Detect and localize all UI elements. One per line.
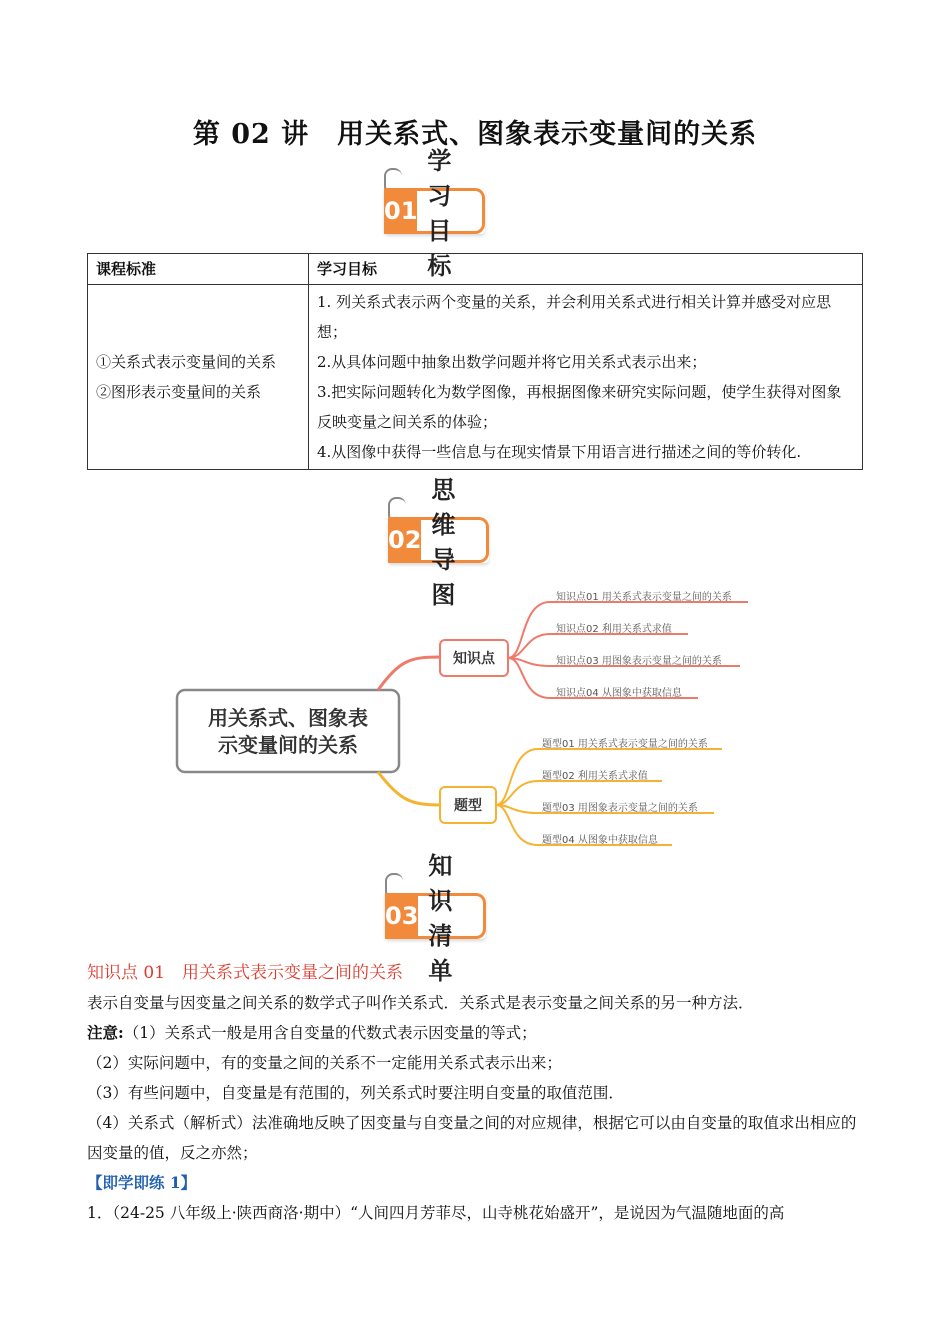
branch-label-types: 题型	[454, 798, 482, 814]
note-line: （2）实际问题中，有的变量之间的关系不一定能用关系式表示出来；	[87, 1054, 562, 1072]
objective-item: 1. 列关系式表示两个变量的关系，并会利用关系式进行相关计算并感受对应思想；	[317, 293, 832, 341]
mindmap-root-line2: 示变量间的关系	[218, 733, 358, 757]
note-text: （1）关系式一般是用含自变量的代数式表示因变量的等式；	[123, 1024, 537, 1042]
section-number: 03	[385, 893, 418, 939]
mindmap-leaf: 知识点02 利用关系式求值	[556, 624, 672, 635]
objective-item: 2.从具体问题中抽象出数学问题并将它用关系式表示出来；	[317, 353, 707, 371]
mindmap-root-line1: 用关系式、图象表	[208, 706, 368, 730]
objectives-cell	[309, 285, 863, 470]
mindmap-root-box	[177, 690, 399, 772]
mindmap-leaf: 知识点04 从图象中获取信息	[556, 688, 682, 699]
section-label: 学习目标	[417, 188, 485, 234]
practice-tag: 【即学即练 1】	[87, 1173, 197, 1192]
question-text: 1．（24-25 八年级上·陕西商洛·期中）“人间四月芳菲尽，山寺桃花始盛开”，是说因为气温随地面的高	[87, 1204, 785, 1222]
connector-knowledge	[378, 657, 440, 690]
objective-item: 3.把实际问题转化为数学图像，再根据图像来研究实际问题，使学生获得对图象反映变量之间关系的体验；	[317, 383, 842, 431]
mind-map	[0, 580, 950, 865]
note-line: （4）关系式（解析式）法准确地反映了因变量与自变量之间的对应规律，根据它可以由自变量的取值求出相应的因变量的值，反之亦然；	[87, 1114, 857, 1162]
standard-item: ②图形表示变量间的关系	[96, 383, 262, 401]
standard-item: ①关系式表示变量间的关系	[96, 353, 277, 371]
note-line: （3）有些问题中，自变量是有范围的，列关系式时要注明自变量的取值范围．	[87, 1084, 624, 1102]
leaf-line	[496, 781, 662, 805]
connector-types	[378, 772, 440, 805]
mindmap-leaf: 题型01 用关系式表示变量之间的关系	[542, 739, 708, 750]
objective-item: 4.从图像中获得一些信息与在现实情景下用语言进行描述之间的等价转化.	[317, 443, 802, 461]
table-header-standard: 课程标准	[88, 254, 309, 285]
mindmap-leaf: 题型02 利用关系式求值	[542, 771, 648, 782]
standards-cell	[88, 285, 309, 470]
table-header-objective: 学习目标	[309, 254, 863, 285]
branch-label-knowledge: 知识点	[453, 651, 495, 667]
page-title: 第 02 讲 用关系式、图象表示变量间的关系	[192, 119, 758, 150]
knowledge-section	[87, 958, 867, 1228]
definition-text: 表示自变量与因变量之间关系的数学式子叫作关系式．关系式是表示变量之间关系的另一种方法．	[87, 994, 754, 1012]
section-number: 02	[388, 517, 421, 563]
goals-table	[87, 253, 863, 470]
note-label: 注意:	[87, 1023, 124, 1042]
knowledge-point-heading: 知识点 01 用关系式表示变量之间的关系	[87, 963, 404, 983]
section-number: 01	[384, 188, 417, 234]
leaf-line	[508, 634, 688, 658]
section-label: 思维导图	[421, 517, 489, 563]
section-label: 知识清单	[418, 893, 486, 939]
note-line	[87, 1018, 867, 1048]
mindmap-leaf: 知识点03 用图象表示变量之间的关系	[556, 656, 722, 667]
mindmap-leaf: 题型04 从图象中获取信息	[542, 835, 658, 846]
mindmap-leaf: 知识点01 用关系式表示变量之间的关系	[556, 592, 732, 603]
mindmap-leaf: 题型03 用图象表示变量之间的关系	[542, 803, 698, 814]
